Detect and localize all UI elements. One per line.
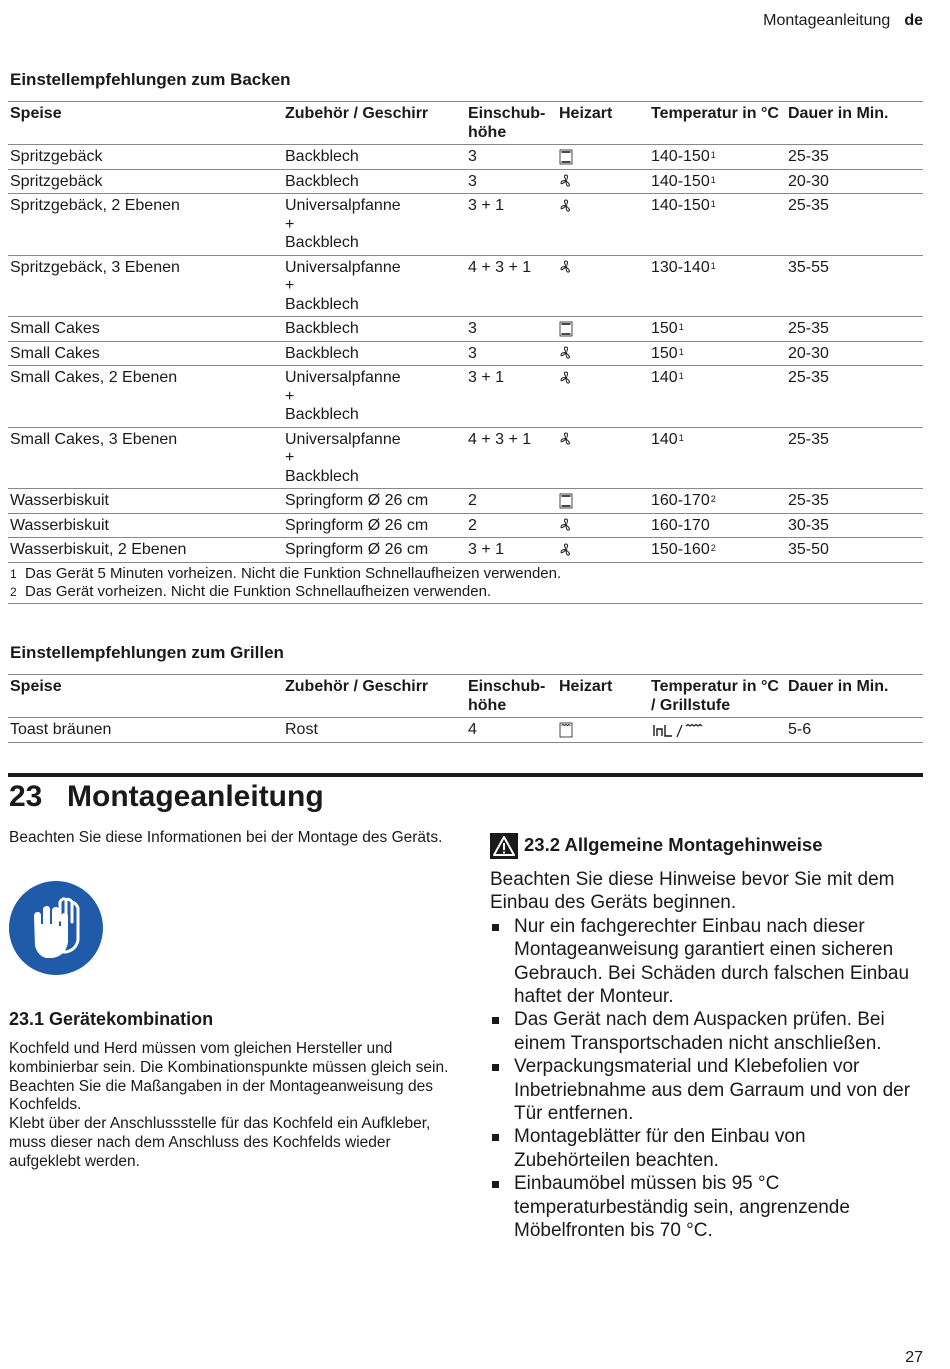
duration-cell: 25-35 [788, 320, 829, 337]
dish-cell: Small Cakes [10, 344, 100, 362]
duration-cell: 30-35 [788, 516, 829, 534]
footnote-mark: 2 [10, 584, 17, 599]
list-item: Montageblätter für den Einbau von Zubehörteilen beachten. [490, 1125, 925, 1172]
top-bottom-heat-icon [559, 493, 573, 509]
chapter-number: 23 [9, 780, 43, 813]
list-item: Nur ein fachgerechter Einbau nach dieser Montageanweisung garantiert einen sicheren Gebrauch. Bei Schäden durch falschen Einbau haftet der Monteur. [490, 915, 925, 1009]
dish-cell: Small Cakes, 3 Ebenen [10, 430, 178, 448]
footnote-ref: 1 [678, 322, 684, 332]
footnote [10, 565, 921, 583]
footnote-ref: 2 [710, 543, 716, 553]
header-language: de [904, 12, 923, 29]
duration-cell: 20-30 [788, 344, 829, 362]
footnote-text: Das Gerät 5 Minuten vorheizen. Nicht die Funktion Schnellaufheizen verwenden. [25, 564, 562, 582]
heating-cell [557, 169, 649, 194]
protective-gloves-icon [8, 880, 104, 976]
table-row [8, 366, 923, 428]
column-header: Speise [10, 678, 62, 695]
accessory: Springform Ø 26 cm [285, 541, 429, 558]
footnote-ref: 1 [678, 432, 684, 443]
baking-heading: Einstellempfehlungen zum Backen [10, 70, 291, 89]
hot-air-fan-icon [559, 198, 573, 214]
footnote-ref: 1 [678, 346, 684, 357]
duration-cell: 25-35 [788, 430, 829, 448]
column-header: Dauer in Min. [788, 678, 889, 695]
temperature: 150 [651, 320, 678, 337]
heating-cell [557, 718, 649, 743]
accessory-cell [283, 489, 466, 514]
table-row [8, 513, 923, 538]
column-header: Zubehör / Geschirr [285, 678, 429, 695]
level-cell: 3 + 1 [468, 369, 505, 386]
level-cell: 3 + 1 [468, 541, 505, 558]
table-row [8, 718, 923, 743]
level-cell: 2 [468, 492, 477, 509]
footnote-ref: 1 [710, 150, 716, 160]
heating-cell [557, 427, 649, 489]
dish-cell: Spritzgebäck [10, 148, 103, 165]
heating-cell [557, 341, 649, 366]
accessory-cell: Rost [285, 721, 318, 738]
plus-sign: + [285, 449, 295, 466]
dish-cell: Spritzgebäck, 2 Ebenen [10, 197, 180, 214]
list-item: Verpackungsmaterial und Klebefolien vor Inbetriebnahme aus dem Garraum und von der Tür entfernen. [490, 1055, 925, 1125]
accessory: Springform Ø 26 cm [285, 516, 429, 534]
accessory: Springform Ø 26 cm [285, 492, 429, 509]
heating-cell [557, 317, 649, 342]
footnote-text: Das Gerät vorheizen. Nicht die Funktion Schnellaufheizen verwenden. [25, 582, 492, 600]
accessory-cell [283, 255, 466, 317]
heating-cell [557, 194, 649, 256]
accessory-cell [283, 513, 466, 538]
running-header [763, 12, 923, 30]
temperature: 150 [651, 344, 678, 362]
table-row [8, 489, 923, 514]
dish-cell: Wasserbiskuit [10, 516, 109, 534]
grill-level-icons [651, 722, 707, 738]
column-header: Temperatur in °C / Grillstufe [651, 678, 779, 714]
column-header: Zubehör / Geschirr [285, 105, 429, 122]
accessory: Backblech [285, 406, 359, 423]
duration-cell: 20-30 [788, 172, 829, 190]
footnote-ref: 1 [710, 174, 716, 185]
paragraph: Kochfeld und Herd müssen vom gleichen Hersteller und kombinierbar sein. Die Kombinationspunkte müssen gleich sein. [9, 1040, 449, 1076]
level-cell: 4 + 3 + 1 [468, 430, 532, 448]
temperature-cell [649, 145, 786, 170]
chapter-title [9, 780, 324, 814]
table-header-row [8, 675, 923, 718]
temperature: 140-150 [651, 172, 710, 190]
temperature: 140-150 [651, 148, 710, 165]
accessory-cell [283, 194, 466, 256]
accessory-cell [283, 341, 466, 366]
top-bottom-heat-icon [559, 149, 573, 165]
mounting-instructions-list [490, 915, 925, 1243]
list-item: Das Gerät nach dem Auspacken prüfen. Bei einem Transportschaden nicht anschließen. [490, 1008, 925, 1055]
accessory: Universalpfanne [285, 430, 401, 448]
temperature: 160-170 [651, 516, 710, 534]
accessory-cell [283, 317, 466, 342]
accessory: Universalpfanne [285, 369, 401, 386]
accessory: Backblech [285, 234, 359, 251]
temperature: 140 [651, 430, 678, 448]
chapter-rule [8, 773, 923, 777]
level-cell: 3 + 1 [468, 197, 505, 214]
dish-cell: Small Cakes, 2 Ebenen [10, 369, 178, 386]
intro-text [9, 829, 449, 848]
duration-cell: 25-35 [788, 148, 829, 165]
column-header: Einschub-höhe [468, 678, 546, 714]
plus-sign: + [285, 277, 295, 294]
column-header: Temperatur in °C [651, 105, 779, 122]
temperature-cell [649, 366, 786, 428]
hot-air-fan-icon [559, 517, 573, 533]
footnote-ref: 1 [710, 199, 716, 209]
heating-cell [557, 145, 649, 170]
hot-air-fan-icon [559, 259, 573, 275]
page-number: 27 [905, 1349, 923, 1366]
column-header: Heizart [559, 678, 613, 695]
accessory-cell [283, 538, 466, 563]
section-23-2-heading [490, 833, 822, 859]
baking-table [8, 101, 923, 604]
temperature: 150-160 [651, 541, 710, 558]
table-row [8, 194, 923, 256]
level-cell: 2 [468, 516, 477, 534]
accessory: Universalpfanne [285, 197, 401, 214]
footnote-ref: 1 [678, 371, 684, 381]
temperature: 130-140 [651, 258, 710, 276]
grill-icon [559, 722, 573, 738]
accessory-cell [283, 427, 466, 489]
temperature-cell [649, 513, 786, 538]
accessory-cell [283, 169, 466, 194]
section-23-2-intro: Beachten Sie diese Hinweise bevor Sie mit dem Einbau des Geräts beginnen. [490, 869, 895, 914]
hot-air-fan-icon [559, 370, 573, 386]
heating-cell [557, 513, 649, 538]
duration-cell: 5-6 [788, 721, 812, 738]
section-23-2-title: 23.2 Allgemeine Montagehinweise [524, 833, 823, 855]
dish-cell: Spritzgebäck, 3 Ebenen [10, 258, 180, 276]
duration-cell: 35-50 [788, 541, 829, 558]
intro-paragraph: Beachten Sie diese Informationen bei der Montage des Geräts. [9, 829, 443, 846]
temperature-cell [649, 538, 786, 563]
temperature-cell [649, 718, 786, 743]
section-23-1-title: 23.1 Gerätekombination [9, 1009, 214, 1029]
hot-air-fan-icon [559, 173, 573, 189]
temperature-cell [649, 255, 786, 317]
footnotes-cell [8, 562, 923, 603]
temperature-cell [649, 169, 786, 194]
accessory: Backblech [285, 148, 359, 165]
level-cell: 3 [468, 172, 477, 190]
chapter-title-text: Montageanleitung [67, 780, 324, 813]
table-header-row [8, 102, 923, 145]
dish-cell: Spritzgebäck [10, 172, 103, 190]
paragraph: Klebt über der Anschlussstelle für das Kochfeld ein Aufkleber, muss dieser nach dem Anschluss des Kochfelds wieder aufgeklebt werden. [9, 1115, 431, 1170]
duration-cell: 25-35 [788, 197, 829, 214]
heating-cell [557, 538, 649, 563]
dish-cell: Small Cakes [10, 320, 100, 337]
grilling-table [8, 674, 923, 743]
plus-sign: + [285, 387, 295, 405]
hot-air-fan-icon [559, 431, 573, 447]
accessory: Backblech [285, 467, 359, 485]
temperature-cell [649, 489, 786, 514]
header-title: Montageanleitung [763, 12, 891, 29]
heating-cell [557, 366, 649, 428]
hot-air-fan-icon [559, 345, 573, 361]
section-23-2-body [490, 868, 925, 1243]
hot-air-fan-icon [559, 542, 573, 558]
level-cell: 3 [468, 320, 477, 337]
table-row [8, 145, 923, 170]
temperature: 140-150 [651, 197, 710, 214]
column-header: Dauer in Min. [788, 105, 889, 122]
table-row [8, 427, 923, 489]
accessory-cell [283, 366, 466, 428]
footnote-mark: 1 [10, 566, 17, 581]
footnote [10, 583, 921, 601]
temperature-cell [649, 427, 786, 489]
accessory: Backblech [285, 344, 359, 362]
heating-cell [557, 489, 649, 514]
accessory-cell [283, 145, 466, 170]
duration-cell: 35-55 [788, 258, 829, 276]
temperature: 160-170 [651, 492, 710, 509]
accessory: Backblech [285, 320, 359, 337]
table-row [8, 317, 923, 342]
table-row [8, 169, 923, 194]
accessory: Backblech [285, 295, 359, 313]
paragraph: Beachten Sie die Maßangaben in der Montageanweisung des Kochfelds. [9, 1077, 433, 1114]
footnote-ref: 1 [710, 260, 716, 271]
list-item: Einbaumöbel müssen bis 95 °C temperaturbeständig sein, angrenzende Möbelfronten bis 70 °C. [490, 1172, 925, 1242]
level-cell: 4 + 3 + 1 [468, 258, 532, 276]
grilling-heading: Einstellempfehlungen zum Grillen [10, 643, 284, 662]
temperature-cell [649, 341, 786, 366]
accessory: Universalpfanne [285, 258, 401, 276]
table-row [8, 538, 923, 563]
accessory: Backblech [285, 172, 359, 190]
warning-triangle-icon [490, 833, 518, 859]
level-cell: 3 [468, 344, 477, 362]
plus-sign: + [285, 215, 295, 233]
dish-cell: Wasserbiskuit, 2 Ebenen [10, 541, 187, 558]
column-header: Einschub-höhe [468, 105, 546, 141]
table-row [8, 341, 923, 366]
level-cell: 3 [468, 148, 477, 165]
duration-cell: 25-35 [788, 492, 829, 509]
section-23-1-body [9, 1040, 449, 1172]
dish-cell: Wasserbiskuit [10, 492, 109, 509]
footnote-ref: 2 [710, 494, 716, 504]
footnotes-row [8, 562, 923, 603]
column-header: Speise [10, 105, 62, 122]
table-row [8, 255, 923, 317]
dish-cell: Toast bräunen [10, 721, 112, 738]
temperature-cell [649, 317, 786, 342]
temperature: 140 [651, 369, 678, 386]
top-bottom-heat-icon [559, 321, 573, 337]
column-header: Heizart [559, 105, 613, 122]
heating-cell [557, 255, 649, 317]
duration-cell: 25-35 [788, 369, 829, 386]
level-cell: 4 [468, 721, 477, 738]
temperature-cell [649, 194, 786, 256]
